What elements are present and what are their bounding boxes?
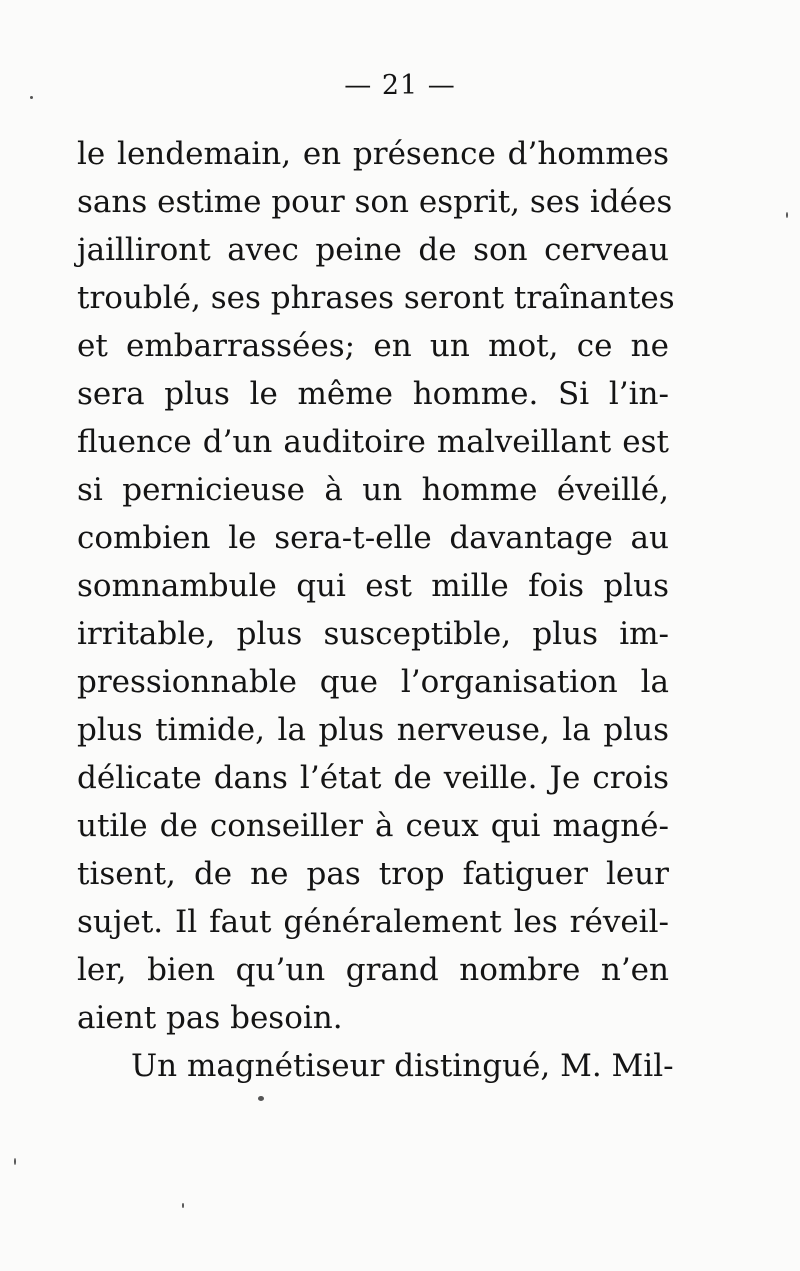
text-line: combien le sera-t-elle davantage au: [77, 520, 669, 556]
text-line: somnambule qui est mille fois plus: [77, 568, 669, 604]
ink-speck: [14, 1158, 16, 1165]
text-line: ler, bien qu’un grand nombre n’en: [77, 952, 669, 988]
text-line: plus timide, la plus nerveuse, la plus: [77, 712, 669, 748]
text-line: jailliront avec peine de son cerveau: [77, 232, 669, 268]
paragraph-end-line: aient pas besoin.: [77, 1000, 343, 1036]
text-line: fluence d’un auditoire malveillant est: [77, 424, 669, 460]
body-text: [77, 130, 675, 1090]
ink-speck: [258, 1096, 264, 1101]
text-line: sujet. Il faut généralement les réveil-: [77, 904, 669, 940]
ink-speck: [786, 212, 788, 218]
text-line: le lendemain, en présence d’hommes: [77, 136, 669, 172]
text-line: pressionnable que l’organisation la: [77, 664, 669, 700]
text-line: et embarrassées; en un mot, ce ne: [77, 328, 669, 364]
text-line: si pernicieuse à un homme éveillé,: [77, 472, 669, 508]
paragraph-start-line: Un magnétiseur distingué, M. Mil-: [131, 1048, 674, 1084]
text-line: sans estime pour son esprit, ses idées: [77, 184, 673, 220]
text-line: sera plus le même homme. Si l’in-: [77, 376, 669, 412]
ink-speck: [30, 96, 33, 99]
text-line: délicate dans l’état de veille. Je crois: [77, 760, 669, 796]
text-line: utile de conseiller à ceux qui magné-: [77, 808, 669, 844]
text-line: irritable, plus susceptible, plus im-: [77, 616, 669, 652]
ink-speck: [182, 1203, 184, 1208]
text-line: troublé, ses phrases seront traînantes: [77, 280, 675, 316]
text-line: tisent, de ne pas trop fatiguer leur: [77, 856, 669, 892]
page-number: — 21 —: [344, 70, 456, 101]
